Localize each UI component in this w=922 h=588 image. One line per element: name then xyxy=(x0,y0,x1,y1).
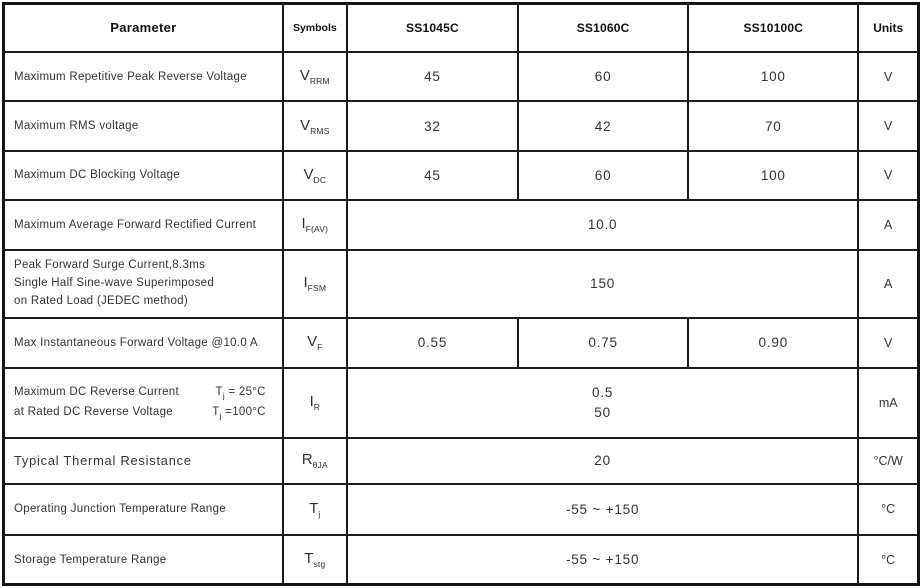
row-max-dc-blocking-voltage xyxy=(4,151,919,200)
symbol-sub: RRM xyxy=(309,76,330,87)
symbol-base: V xyxy=(299,67,310,85)
symbol-cell xyxy=(283,52,347,101)
param-line-3: on Rated Load (JEDEC method) xyxy=(14,294,188,307)
value-ss1060c: 0.75 xyxy=(518,318,688,367)
param-line-2: at Rated DC Reverse Voltage xyxy=(14,406,173,419)
value-ss1045c: 32 xyxy=(347,101,518,150)
symbol-sub: RMS xyxy=(310,125,330,136)
symbol-base: R xyxy=(301,451,313,469)
symbol-sub: stg xyxy=(313,559,326,569)
value-ss1045c: 45 xyxy=(347,52,518,101)
param-label xyxy=(4,368,283,439)
symbol-cell xyxy=(283,438,347,483)
unit-cell: V xyxy=(858,52,918,101)
param-line-1: Maximum DC Reverse Current xyxy=(14,386,179,399)
col-header-ss10100c: SS10100C xyxy=(688,4,858,52)
condition-tj-100: $T_j =100^\circ C$ xyxy=(212,405,266,421)
row-max-instantaneous-forward-voltage xyxy=(4,318,919,367)
unit-cell: °C/W xyxy=(858,438,918,483)
value-line-100c: 50 xyxy=(594,404,611,420)
symbol-base: I xyxy=(301,215,306,233)
value-merged: -55 ~ +150 xyxy=(347,484,859,535)
param-label: Operating Junction Temperature Range xyxy=(4,484,283,535)
unit-cell: V xyxy=(858,101,918,150)
symbol-cell xyxy=(283,101,347,150)
value-ss10100c: 70 xyxy=(688,101,858,150)
row-peak-forward-surge-current xyxy=(4,250,919,319)
param-label: Typical Thermal Resistance xyxy=(4,438,283,483)
param-label: Maximum RMS voltage xyxy=(4,101,283,150)
row-max-average-forward-rectified-current xyxy=(4,200,919,249)
value-ss1045c: 0.55 xyxy=(347,318,518,367)
value-merged: 20 xyxy=(347,438,859,483)
row-max-rms-voltage xyxy=(4,101,919,150)
col-header-units: Units xyxy=(858,4,918,52)
symbol-cell xyxy=(283,368,347,439)
value-merged: 150 xyxy=(347,250,859,319)
row-operating-junction-temperature-range xyxy=(4,484,919,535)
row-storage-temperature-range xyxy=(4,535,919,584)
row-typical-thermal-resistance xyxy=(4,438,919,483)
symbol-sub: F xyxy=(317,342,323,353)
value-ss10100c: 100 xyxy=(688,151,858,200)
param-label xyxy=(4,250,283,319)
unit-cell: V xyxy=(858,151,918,200)
col-header-symbols: Symbols xyxy=(283,4,347,52)
symbol-base: I xyxy=(309,393,314,411)
unit-cell: A xyxy=(858,250,918,319)
param-label: Maximum DC Blocking Voltage xyxy=(4,151,283,200)
symbol-base: I xyxy=(303,274,308,292)
unit-cell: V xyxy=(858,318,918,367)
value-line-25c: 0.5 xyxy=(592,384,614,400)
symbol-sub: θJA xyxy=(312,460,328,471)
condition-tj-25: $T_j = 25^\circ C$ xyxy=(215,386,266,401)
param-line-2: Single Half Sine-wave Superimposed xyxy=(14,276,215,289)
symbol-sub: R xyxy=(313,402,321,413)
symbol-cell xyxy=(283,250,347,319)
value-merged: 10.0 xyxy=(347,200,859,249)
symbol-cell xyxy=(283,484,347,535)
col-header-parameter: Parameter xyxy=(4,4,283,52)
param-label: Storage Temperature Range xyxy=(4,535,283,584)
unit-cell: A xyxy=(858,200,918,249)
col-header-ss1060c: SS1060C xyxy=(518,4,688,52)
maximum-ratings-table xyxy=(2,2,920,586)
value-merged: -55 ~ +150 xyxy=(347,535,859,584)
table-header-row xyxy=(4,4,919,52)
value-ss1060c: 60 xyxy=(518,52,688,101)
row-max-dc-reverse-current xyxy=(4,368,919,439)
symbol-cell xyxy=(283,318,347,367)
param-label: Maximum Repetitive Peak Reverse Voltage xyxy=(4,52,283,101)
unit-cell: °C xyxy=(858,484,918,535)
value-ss1060c: 60 xyxy=(518,151,688,200)
symbol-base: V xyxy=(300,116,311,134)
value-ss10100c: 0.90 xyxy=(688,318,858,367)
symbol-cell xyxy=(283,535,347,584)
param-label: Max Instantaneous Forward Voltage @10.0 A xyxy=(4,318,283,367)
symbol-base: T xyxy=(304,550,314,567)
value-ss1060c: 42 xyxy=(518,101,688,150)
symbol-cell xyxy=(283,200,347,249)
unit-cell: °C xyxy=(858,535,918,584)
symbol-sub: FSM xyxy=(307,283,327,294)
symbol-base: V xyxy=(307,333,318,351)
value-ss10100c: 100 xyxy=(688,52,858,101)
symbol-sub: j xyxy=(318,508,321,519)
value-merged xyxy=(347,368,859,439)
row-max-repetitive-peak-reverse-voltage xyxy=(4,52,919,101)
param-label: Maximum Average Forward Rectified Current xyxy=(4,200,283,249)
col-header-ss1045c: SS1045C xyxy=(347,4,518,52)
symbol-cell xyxy=(283,151,347,200)
param-line-1: Peak Forward Surge Current,8.3ms xyxy=(14,259,206,272)
symbol-sub: F(AV) xyxy=(305,224,329,235)
symbol-base: T xyxy=(309,499,319,517)
symbol-base: V xyxy=(303,165,314,183)
value-ss1045c: 45 xyxy=(347,151,518,200)
unit-cell: mA xyxy=(858,368,918,439)
symbol-sub: DC xyxy=(313,174,327,185)
